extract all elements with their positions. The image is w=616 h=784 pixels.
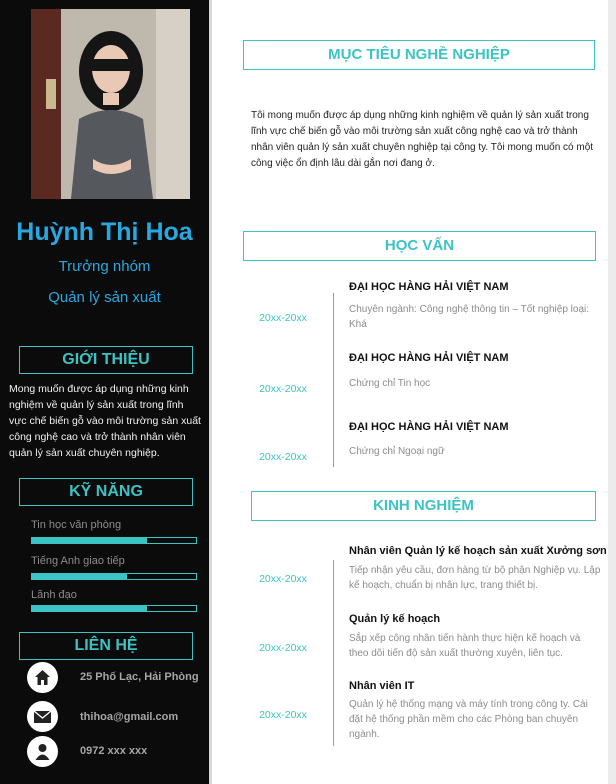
skill-bar [31,573,197,580]
education-desc: Chứng chỉ Tin học [349,378,431,389]
education-title: ĐẠI HỌC HÀNG HẢI VIỆT NAM [349,421,509,433]
education-heading: HỌC VẤN [243,231,596,261]
objective-heading: MỤC TIÊU NGHỀ NGHIỆP [243,40,595,70]
education-date: 20xx-20xx [259,312,307,324]
skills-heading: KỸ NĂNG [19,478,193,506]
objective-text: Tôi mong muốn được áp dụng những kinh nghiệm về quản lý sản xuất trong lĩnh vực chế biến gỗ vào môi trường sản xuất công nghệ cao và trở thành nhân viên quản lý sản xuất chuyên nghiệp tại công ty. Tôi mong muốn có một công việc ổn định lâu dài gắn nơi đang ở. [251,110,594,169]
role-line-2: Quản lý sản xuất [48,289,161,306]
experience-title: Nhân viên IT [349,680,415,692]
person-icon [27,736,58,767]
skill-bar-fill [32,538,147,543]
intro-text: Mong muốn được áp dụng những kinh nghiệm về quản lý sản xuất trong lĩnh vực chế biến gỗ vào môi trường sản xuất công nghệ cao và trở thành nhân viên quản lý sản xuất chuyên nghiệp. [9,383,201,459]
skill-bar [31,537,197,544]
experience-date: 20xx-20xx [259,573,307,585]
skill-bar-fill [32,574,127,579]
education-timeline [333,293,334,467]
education-desc: Chứng chỉ Ngoại ngữ [349,446,445,457]
candidate-name: Huỳnh Thị Hoa [16,218,193,246]
skill-bar [31,605,197,612]
experience-desc: Sắp xếp công nhân tiến hành thực hiện kế hoạch và theo dõi tiến độ sản xuất thường xuyên, liên tục. [349,633,581,659]
contact-heading: LIÊN HỆ [19,632,193,660]
experience-desc: Quản lý hệ thống mạng và máy tính trong công ty. Cài đặt hệ thống phần mềm cho các Phòng ban chuyên ngành. [349,699,588,740]
home-icon [27,662,58,693]
mail-icon [27,701,58,732]
education-date: 20xx-20xx [259,451,307,463]
education-desc: Chuyên ngành: Công nghệ thông tin – Tốt nghiệp loại: Khá [349,304,589,330]
education-date: 20xx-20xx [259,383,307,395]
experience-date: 20xx-20xx [259,642,307,654]
experience-timeline [333,560,334,746]
profile-photo [31,9,190,199]
page-edge [608,0,616,784]
role-line-1: Trưởng nhóm [58,258,151,275]
address-text: 25 Phố Lạc, Hải Phòng [80,671,199,683]
experience-date: 20xx-20xx [259,709,307,721]
experience-title: Quản lý kế hoạch [349,613,441,625]
phone-text: 0972 xxx xxx [80,745,148,757]
experience-heading: KINH NGHIỆM [251,491,596,521]
education-title: ĐẠI HỌC HÀNG HẢI VIỆT NAM [349,281,509,293]
experience-title: Nhân viên Quản lý kế hoạch sản xuất Xưởng sơn [349,545,607,557]
sidebar-divider [209,0,212,784]
skill-label: Lãnh đạo [31,589,77,601]
skill-bar-fill [32,606,147,611]
experience-desc: Tiếp nhận yêu cầu, đơn hàng từ bộ phận Nghiệp vụ. Lập kế hoạch, chuẩn bị nhân lực, trang thiết bị. [349,565,601,591]
skill-label: Tiếng Anh giao tiếp [31,555,125,567]
intro-heading: GIỚI THIỆU [19,346,193,374]
education-title: ĐẠI HỌC HÀNG HẢI VIỆT NAM [349,352,509,364]
email-link[interactable]: thihoa@gmail.com [80,711,179,723]
skill-label: Tin học văn phòng [31,519,122,531]
